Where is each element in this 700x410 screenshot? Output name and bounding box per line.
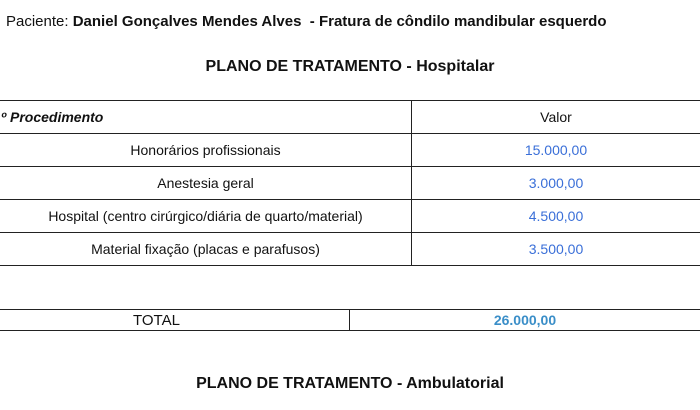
total-label: TOTAL xyxy=(0,310,350,331)
value-cell: 3.500,00 xyxy=(412,233,700,266)
value-cell: 3.000,00 xyxy=(412,167,700,200)
table-row xyxy=(0,134,700,167)
table-row xyxy=(0,167,700,200)
value-column-header: Valor xyxy=(412,101,700,134)
hospital-plan-table xyxy=(0,100,700,266)
table-row xyxy=(0,200,700,233)
table-row xyxy=(0,233,700,266)
procedure-cell: Anestesia geral xyxy=(0,167,412,200)
procedure-cell: Hospital (centro cirúrgico/diária de quarto/material) xyxy=(0,200,412,233)
patient-prefix: Paciente: xyxy=(6,13,69,30)
total-value: 26.000,00 xyxy=(350,310,700,331)
ambulatory-plan-title: PLANO DE TRATAMENTO - Ambulatorial xyxy=(196,375,504,392)
value-cell: 4.500,00 xyxy=(412,200,700,233)
table-header-row xyxy=(0,101,700,134)
patient-name: Daniel Gonçalves Mendes Alves xyxy=(72,13,302,30)
procedure-cell: Material fixação (placas e parafusos) xyxy=(0,233,412,266)
patient-line xyxy=(6,13,607,30)
procedure-cell: Honorários profissionais xyxy=(0,134,412,167)
value-cell: 15.000,00 xyxy=(412,134,700,167)
procedure-column-header: º Procedimento xyxy=(0,101,412,134)
hospital-plan-title: PLANO DE TRATAMENTO - Hospitalar xyxy=(205,58,495,75)
total-table xyxy=(0,309,700,331)
patient-diagnosis: - Fratura de côndilo mandibular esquerdo xyxy=(309,13,607,30)
total-row xyxy=(0,310,700,331)
